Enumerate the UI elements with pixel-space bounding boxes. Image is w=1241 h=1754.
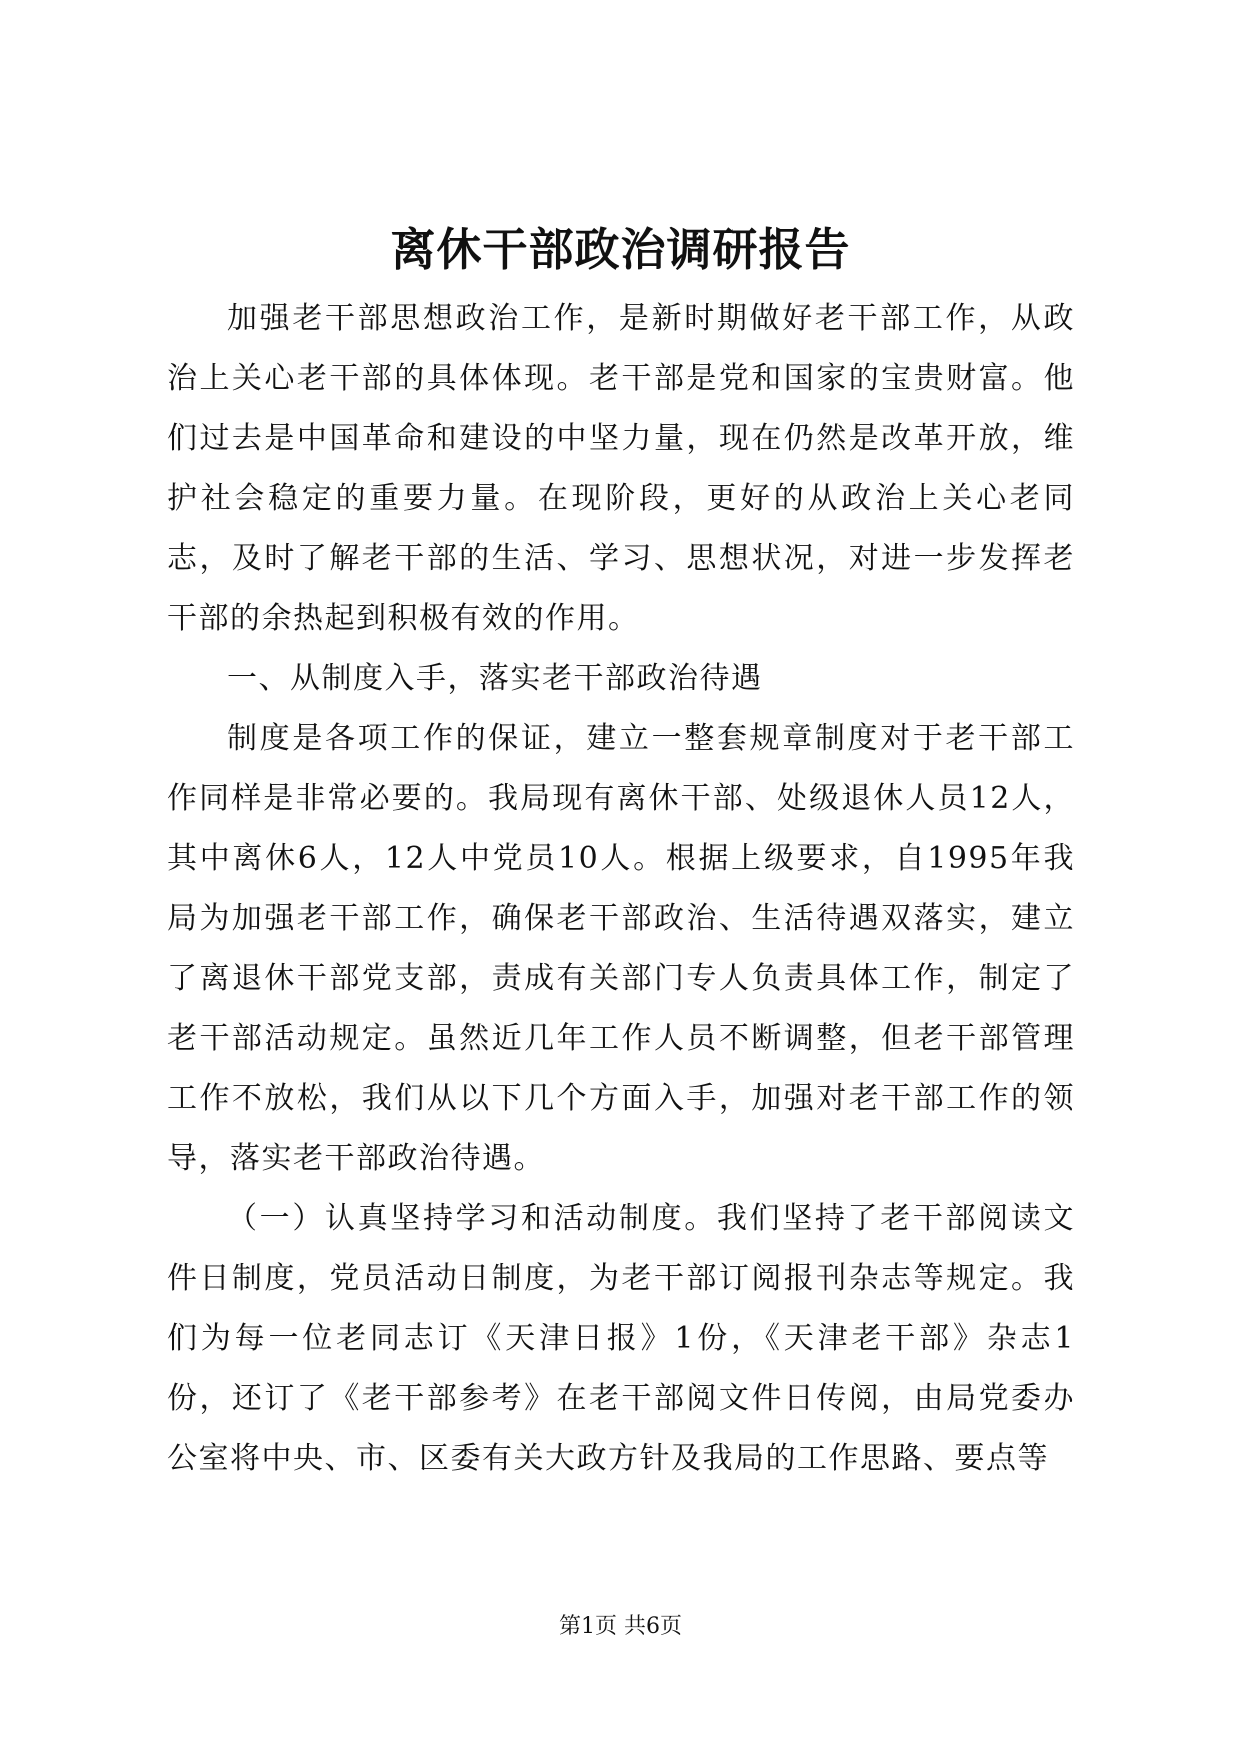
page-number-footer: 第1页 共6页 [559,1614,682,1639]
document-title: 离休干部政治调研报告 [390,223,851,276]
document-body [167,289,1075,1489]
paragraph-system: 制度是各项工作的保证，建立一整套规章制度对于老干部工作同样是非常必要的。我局现有离休干部、处级退休人员12人，其中离休6人，12人中党员10人。根据上级要求，自1995年我局为加强老干部工作，确保老干部政治、生活待遇双落实，建立了离退休干部党支部，责成有关部门专人负责具体工作，制定了老干部活动规定。虽然近几年工作人员不断调整，但老干部管理工作不放松，我们从以下几个方面入手，加强对老干部工作的领导，落实老干部政治待遇。 [167,721,1075,1176]
paragraph-study-system: （一）认真坚持学习和活动制度。我们坚持了老干部阅读文件日制度，党员活动日制度，为老干部订阅报刊杂志等规定。我们为每一位老同志订《天津日报》1份，《天津老干部》杂志1份，还订了《老干部参考》在老干部阅文件日传阅，由局党委办公室将中央、市、区委有关大政方针及我局的工作思路、要点等 [167,1201,1075,1476]
section-heading-1: 一、从制度入手，落实老干部政治待遇 [227,661,763,696]
paragraph-intro: 加强老干部思想政治工作，是新时期做好老干部工作，从政治上关心老干部的具体体现。老干部是党和国家的宝贵财富。他们过去是中国革命和建设的中坚力量，现在仍然是改革开放，维护社会稳定的重要力量。在现阶段，更好的从政治上关心老同志，及时了解老干部的生活、学习、思想状况，对进一步发挥老干部的余热起到积极有效的作用。 [167,301,1075,636]
